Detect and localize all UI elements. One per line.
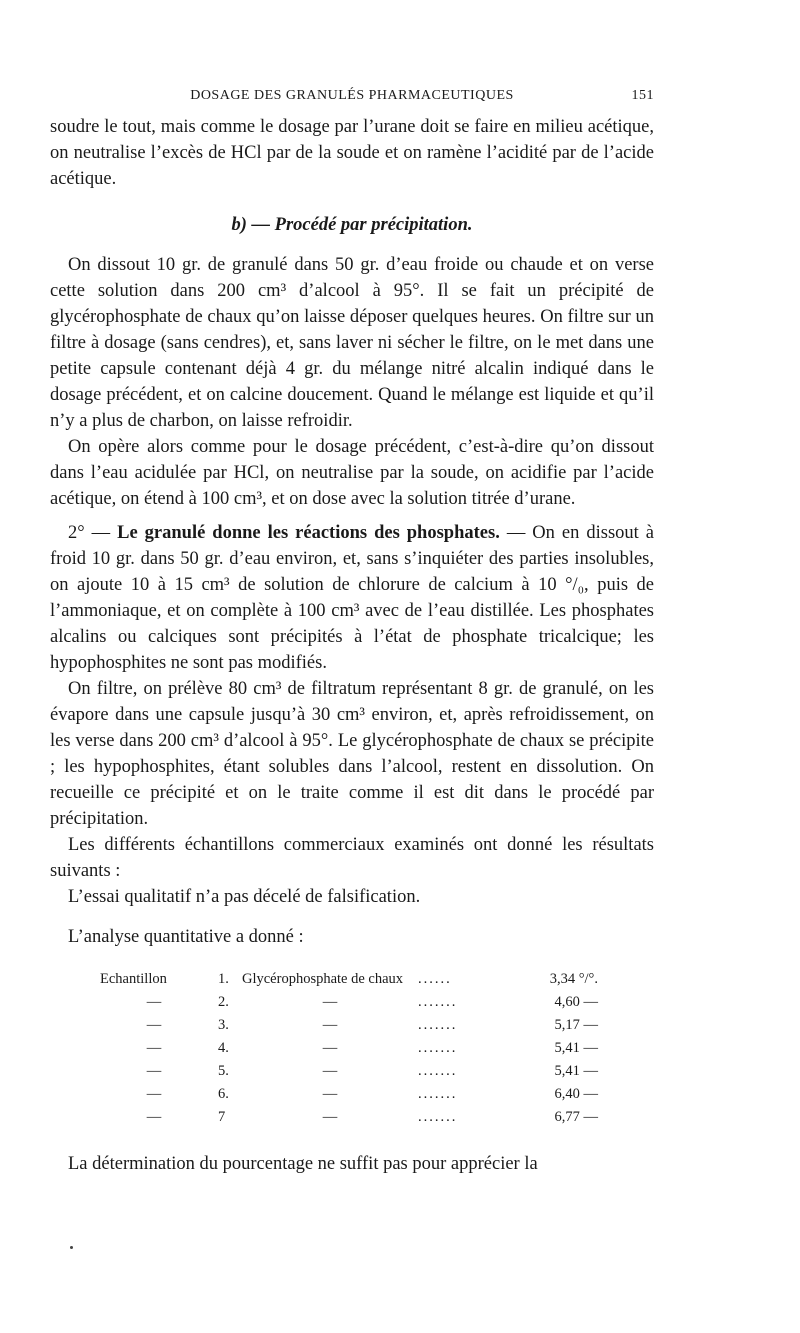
table-row	[100, 991, 598, 1014]
sample-description: —	[322, 1017, 338, 1033]
paragraph-samples: Les différents échantillons commerciaux examinés ont donné les résultats suivants :	[50, 835, 654, 881]
paragraph-final: La détermination du pourcentage ne suffit pas pour apprécier la	[68, 1154, 538, 1174]
sample-label: —	[146, 1109, 162, 1125]
paragraph-titration: On opère alors comme pour le dosage précédent, c’est-à-dire qu’on dissout dans l’eau acidulée par HCl, on neutralise par la soude, on acidifie par l’acide acétique, on étend à 100 cm³, et on dose avec la solution titrée d’urane.	[50, 437, 654, 509]
paragraph-dissolution: On dissout 10 gr. de granulé dans 50 gr. d’eau froide ou chaude et on verse cette solution dans 200 cm³ d’alcool à 95°. Il se fait un précipité de glycérophosphate de chaux qu’on laisse déposer quelques heures. On filtre sur un filtre à dosage (sans cendres), et, sans laver ni sécher le filtre, on le met dans une petite capsule contenant déjà 4 gr. du mélange nitré alcalin indiqué dans le dosage précédent, et on calcine doucement. Quand le mélange est liquide et qu’il n’y a plus de charbon, on laisse refroidir.	[50, 255, 654, 431]
leader-dots: .......	[418, 994, 458, 1010]
ink-speck	[70, 1246, 73, 1249]
leader-dots: .......	[418, 1063, 458, 1079]
paragraph-continuation: soudre le tout, mais comme le dosage par l’urane doit se faire en milieu acétique, on neutralise l’excès de HCl par de la soude et on ramène l’acidité par de l’acide acétique.	[50, 117, 654, 189]
sample-label: —	[146, 994, 162, 1010]
sample-label: —	[146, 1063, 162, 1079]
section-number: 2° —	[68, 523, 118, 543]
leader-dots: .......	[418, 1017, 458, 1033]
sample-label: Echantillon	[100, 971, 167, 987]
table-row	[100, 1106, 598, 1129]
table-row	[100, 968, 598, 991]
sample-description: —	[322, 1109, 338, 1125]
sample-value: 5,41 —	[554, 1063, 598, 1079]
leader-dots: .......	[418, 1086, 458, 1102]
sample-label: —	[146, 1086, 162, 1102]
sample-value: 5,17 —	[554, 1017, 598, 1033]
sample-description: —	[322, 1063, 338, 1079]
sample-value: 6,77 —	[554, 1109, 598, 1125]
sample-description: —	[322, 1086, 338, 1102]
sample-value: 3,34 °/°.	[549, 971, 598, 987]
sample-number: 3.	[218, 1017, 229, 1033]
sample-label: —	[146, 1017, 162, 1033]
sample-label: —	[146, 1040, 162, 1056]
running-head	[50, 88, 654, 114]
leader-dots: ......	[418, 971, 452, 987]
sample-value: 5,41 —	[554, 1040, 598, 1056]
sample-value: 4,60 —	[554, 994, 598, 1010]
page-number: 151	[631, 88, 654, 103]
table-row	[100, 1060, 598, 1083]
sample-description: —	[322, 994, 338, 1010]
book-page	[50, 88, 654, 1177]
table-row	[100, 1037, 598, 1060]
results-table	[100, 968, 598, 1129]
sample-number: 5.	[218, 1063, 229, 1079]
leader-dots: .......	[418, 1109, 458, 1125]
table-row	[100, 1083, 598, 1106]
phosphate-reactions-heading: Le granulé donne les réactions des phosphates.	[117, 523, 500, 543]
sample-description: —	[322, 1040, 338, 1056]
sample-value: 6,40 —	[554, 1086, 598, 1102]
table-row	[100, 1014, 598, 1037]
paragraph-qualitative: L’essai qualitatif n’a pas décelé de falsification.	[68, 887, 421, 907]
running-title: DOSAGE DES GRANULÉS PHARMACEUTIQUES	[190, 88, 514, 103]
phosphate-reactions-text: — On en dissout à froid 10 gr. dans 50 gr. d’eau environ, et, sans s’inquiéter des parties insolubles, on ajoute 10 à 15 cm³ de solution de chlorure de calcium à 10 °/₀, puis de l’ammoniaque, et on complète à 100 cm³ avec de l’eau distillée. Les phosphates alcalins ou calciques sont précipités à l’état de phosphate tricalcique; les hypophosphites ne sont pas modifiés.	[50, 523, 654, 673]
sample-number: 1.	[218, 971, 229, 987]
sample-number: 6.	[218, 1086, 229, 1102]
sample-number: 2.	[218, 994, 229, 1010]
sample-number: 7	[218, 1109, 226, 1125]
paragraph-phosphate-reactions	[50, 520, 654, 676]
sample-description: Glycérophosphate de chaux	[242, 971, 404, 987]
sample-number: 4.	[218, 1040, 229, 1056]
paragraph-quantitative: L’analyse quantitative a donné :	[68, 927, 304, 947]
paragraph-filtration: On filtre, on prélève 80 cm³ de filtratum représentant 8 gr. de granulé, on les évapore dans une capsule jusqu’à 30 cm³ environ, et, après refroidissement, on les verse dans 200 cm³ d’alcool à 95°. Le glycérophosphate de chaux se précipite ; les hypophosphites, étant solubles dans l’alcool, restent en dissolution. On recueille ce précipité et on le traite comme il est dit dans le procédé par précipitation.	[50, 679, 654, 829]
section-subheading: b) — Procédé par précipitation.	[231, 215, 473, 235]
leader-dots: .......	[418, 1040, 458, 1056]
